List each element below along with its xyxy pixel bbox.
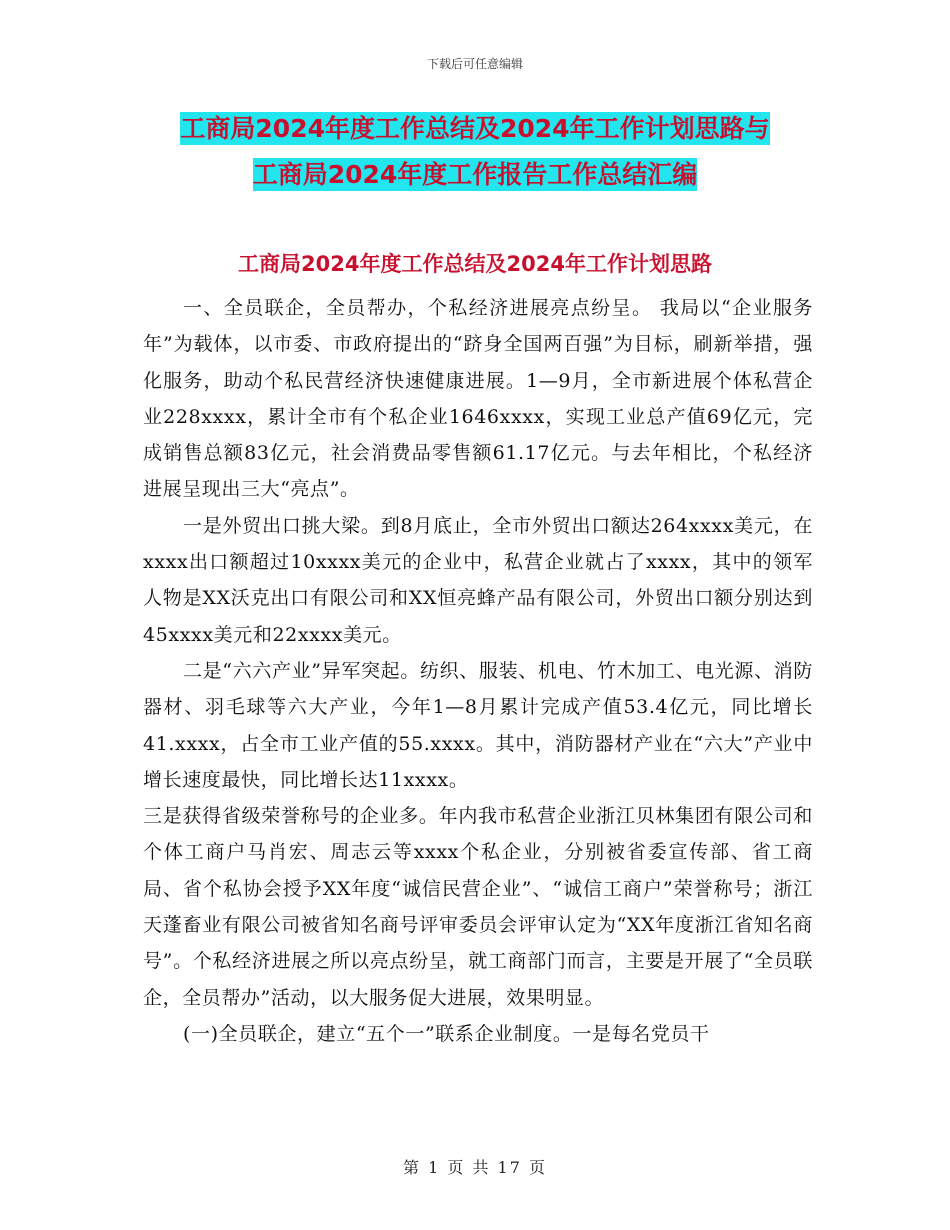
page-number-footer: 第 1 页 共 17 页 — [403, 1158, 547, 1177]
paragraph: (一)全员联企，建立“五个一”联系企业制度。一是每名党员干 — [183, 1022, 710, 1045]
paragraph: 一是外贸出口挑大梁。到8月底止，全市外贸出口额达264xxxx美元，在xxxx出口额超过10xxxx美元的企业中，私营企业就占了xxxx，其中的领军人物是XX沃克出口有限公司和XX恒亮蜂产品有限公司，外贸出口额分别达到45xxxx美元和22xxxx美元。 — [143, 514, 813, 646]
title-line-2-text: 工商局2024年度工作报告工作总结汇编 — [252, 160, 698, 189]
document-title-line-2 — [0, 158, 950, 192]
paragraph: 三是获得省级荣誉称号的企业多。年内我市私营企业浙江贝林集团有限公司和个体工商户马肖宏、周志云等xxxx个私企业，分别被省委宣传部、省工商局、省个私协会授予XX年度“诚信民营企业”、“诚信工商户”荣誉称号；浙江天蓬畜业有限公司被省知名商号评审委员会评审认定为“XX年度浙江省知名商号”。个私经济进展之所以亮点纷呈，就工商部门而言，主要是开展了“全员联企，全员帮办”活动，以大服务促大进展，效果明显。 — [143, 805, 813, 1009]
document-body — [143, 290, 813, 1052]
title-line-1-text: 工商局2024年度工作总结及2024年工作计划思路与 — [180, 114, 770, 143]
document-title-line-1 — [0, 112, 950, 146]
section-title: 工商局2024年度工作总结及2024年工作计划思路 — [238, 252, 712, 276]
paragraph: 一、全员联企，全员帮办，个私经济进展亮点纷呈。 我局以“企业服务年”为载体，以市委、市政府提出的“跻身全国两百强”为目标，刷新举措，强化服务，助动个私民营经济快速健康进展。1—9月，全市新进展个体私营企业228xxxx，累计全市有个私企业1646xxxx，实现工业总产值69亿元，完成销售总额83亿元，社会消费品零售额61.17亿元。与去年相比，个私经济进展呈现出三大“亮点”。 — [143, 297, 813, 501]
page-header-note: 下载后可任意编辑 — [426, 57, 523, 71]
paragraph: 二是“六六产业”异军突起。纺织、服装、机电、竹木加工、电光源、消防器材、羽毛球等六大产业，今年1—8月累计完成产值53.4亿元，同比增长41.xxxx，占全市工业产值的55.xxxx。其中，消防器材产业在“六大”产业中增长速度最快，同比增长达11xxxx。 — [143, 659, 813, 791]
